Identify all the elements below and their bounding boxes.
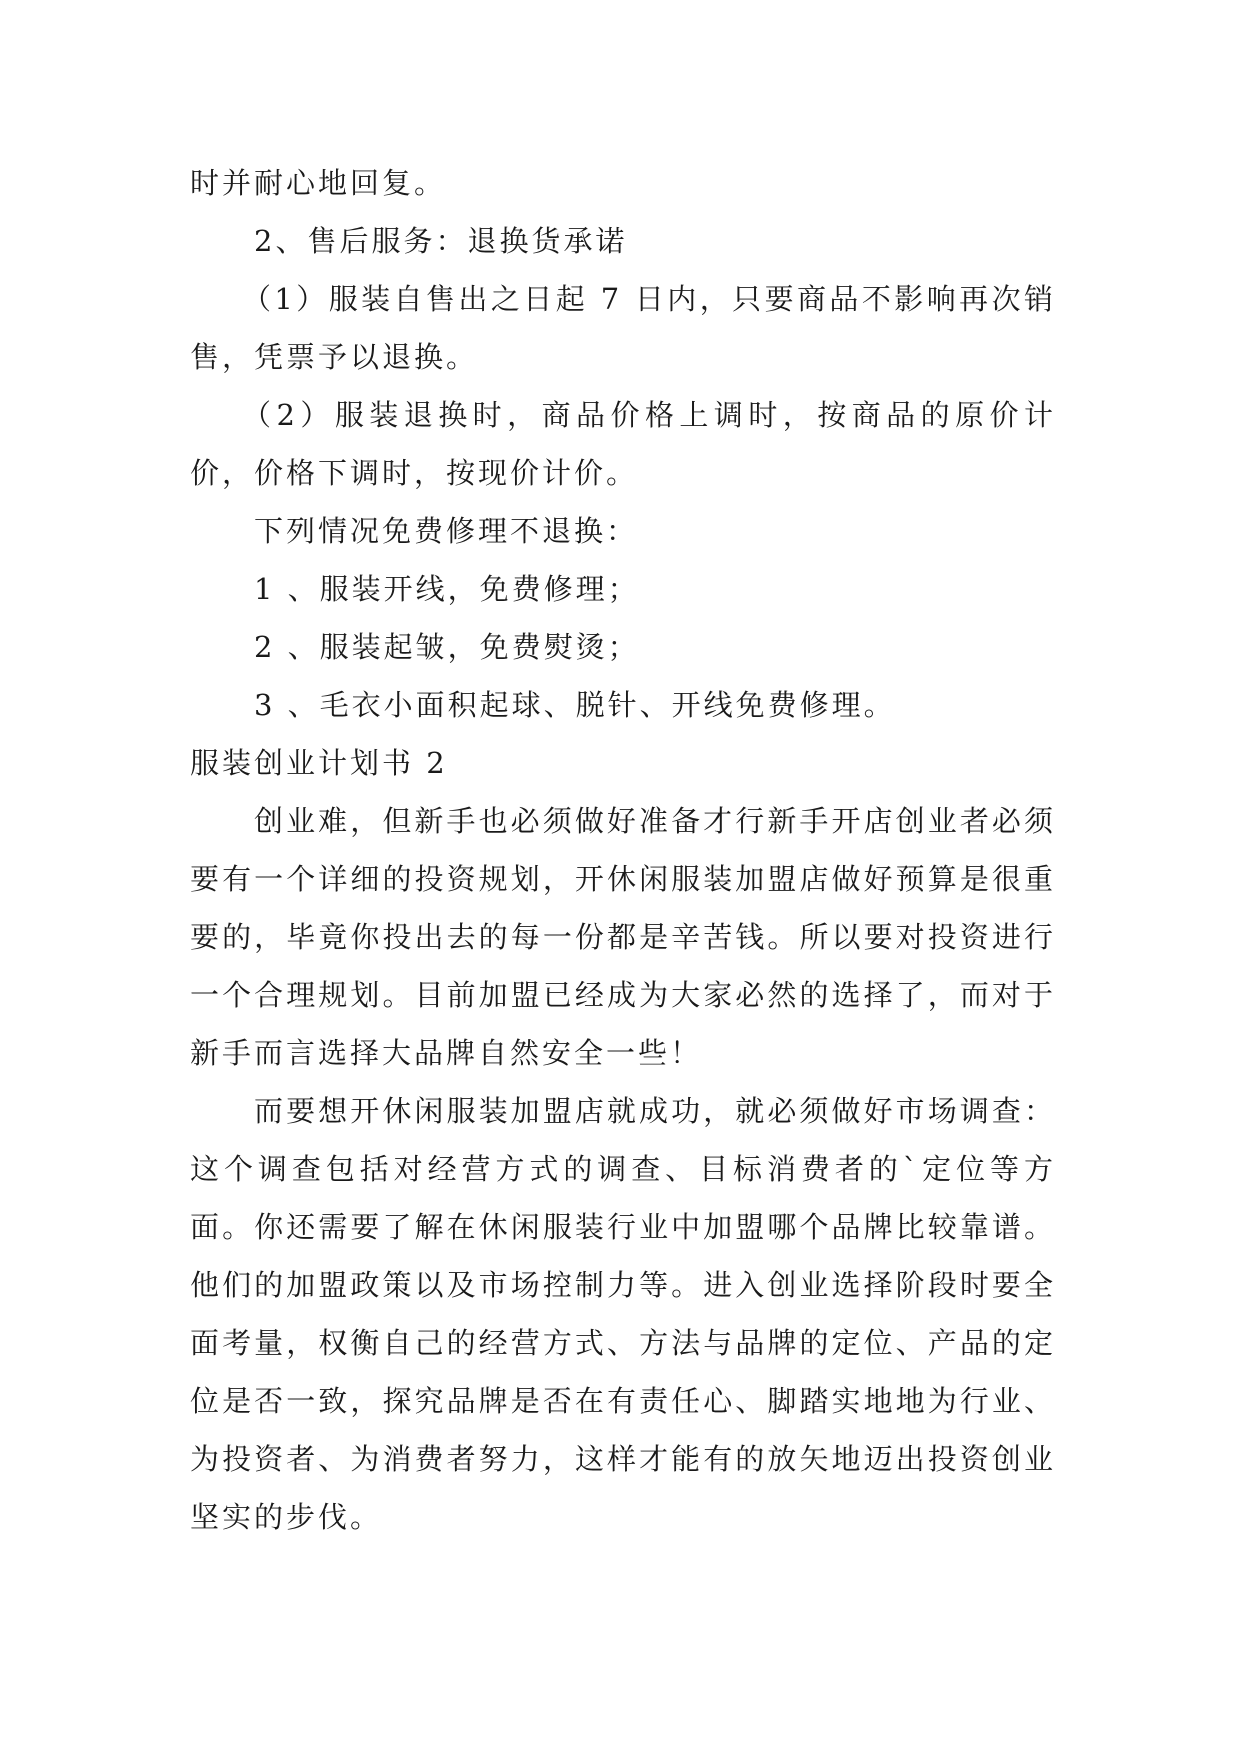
list-item: 1 、服装开线，免费修理； xyxy=(254,572,640,606)
document-body xyxy=(190,154,1056,1546)
list-item: 3 、毛衣小面积起球、脱针、开线免费修理。 xyxy=(254,688,896,722)
list-item: 2 、服装起皱，免费熨烫； xyxy=(254,630,640,664)
paragraph: 而要想开休闲服装加盟店就成功，就必须做好市场调查：这个调查包括对经营方式的调查、目标消费者的`定位等方面。你还需要了解在休闲服装行业中加盟哪个品牌比较靠谱。他们的加盟政策以及市场控制力等。进入创业选择阶段时要全面考量，权衡自己的经营方式、方法与品牌的定位、产品的定位是否一致，探究品牌是否在有责任心、脚踏实地地为行业、为投资者、为消费者努力，这样才能有的放矢地迈出投资创业坚实的步伐。 xyxy=(190,1094,1056,1534)
paragraph: 下列情况免费修理不退换： xyxy=(254,514,639,548)
paragraph: （1）服装自售出之日起 7 日内，只要商品不影响再次销售，凭票予以退换。 xyxy=(190,282,1056,374)
paragraph: 创业难，但新手也必须做好准备才行新手开店创业者必须要有一个详细的投资规划，开休闲服装加盟店做好预算是很重要的，毕竟你投出去的每一份都是辛苦钱。所以要对投资进行一个合理规划。目前加盟已经成为大家必然的选择了，而对于新手而言选择大品牌自然安全一些！ xyxy=(190,804,1056,1070)
paragraph: 时并耐心地回复。 xyxy=(190,166,447,200)
section-heading: 服装创业计划书 2 xyxy=(190,746,448,780)
paragraph: 2、售后服务：退换货承诺 xyxy=(254,224,628,258)
paragraph: （2）服装退换时，商品价格上调时，按商品的原价计价，价格下调时，按现价计价。 xyxy=(190,398,1056,490)
